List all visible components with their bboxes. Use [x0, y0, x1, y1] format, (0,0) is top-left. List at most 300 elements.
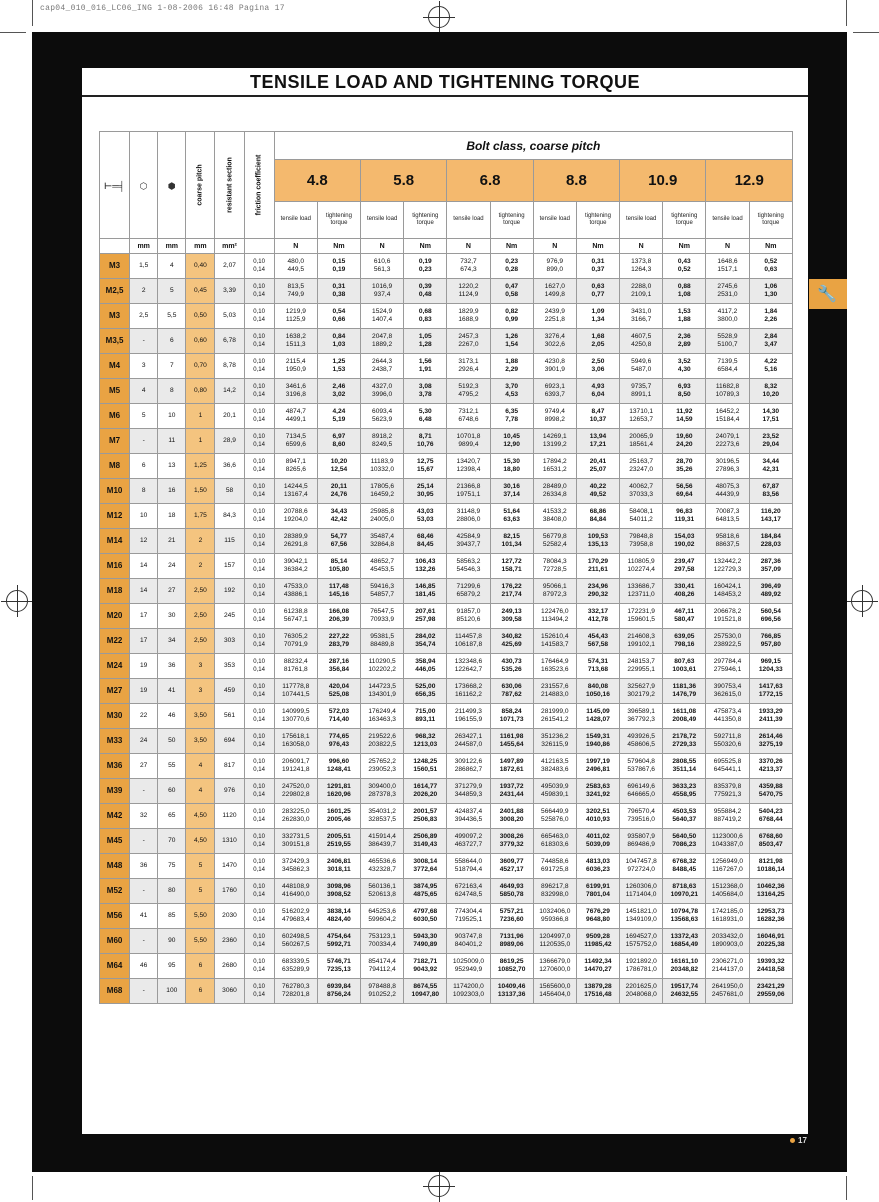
torque-cell: 1,06 1,30: [749, 279, 792, 304]
load-cell: 448108,9 416490,0: [274, 879, 317, 904]
tensile-load-header: tensile load: [533, 201, 576, 238]
head-size-cell: 6: [158, 329, 186, 354]
torque-cell: 0,82 0,99: [490, 304, 533, 329]
load-cell: 176249,4 163463,3: [361, 704, 404, 729]
torque-cell: 106,43 132,26: [404, 554, 447, 579]
bolt-size-cell: M4: [100, 354, 130, 379]
friction-cell: 0,10 0,14: [244, 704, 274, 729]
load-cell: 95066,1 87972,3: [533, 579, 576, 604]
load-cell: 206091,7 191241,8: [274, 754, 317, 779]
page-number-text: 17: [798, 1136, 807, 1145]
torque-cell: 43,03 53,03: [404, 504, 447, 529]
head-size-cell: 60: [158, 779, 186, 804]
pitch-cell: 1: [186, 404, 215, 429]
load-cell: 114457,8 106187,8: [447, 629, 490, 654]
load-cell: 122476,0 113494,2: [533, 604, 576, 629]
table-row: [100, 479, 793, 504]
section-cell: 459: [215, 679, 244, 704]
pitch-cell: 1,25: [186, 454, 215, 479]
table-row: [100, 279, 793, 304]
load-cell: 796570,4 739516,0: [620, 804, 663, 829]
torque-cell: 8619,25 10852,70: [490, 954, 533, 979]
load-cell: 257652,2 239052,3: [361, 754, 404, 779]
head-size-cell: 90: [158, 929, 186, 954]
load-cell: 372429,3 345862,3: [274, 854, 317, 879]
pitch-cell: 6: [186, 979, 215, 1004]
load-cell: 2047,8 1889,2: [361, 329, 404, 354]
load-cell: 1638,2 1511,3: [274, 329, 317, 354]
head-size-cell: 13: [158, 454, 186, 479]
load-cell: 3173,1 2926,4: [447, 354, 490, 379]
crop-mark: [846, 1176, 847, 1200]
torque-cell: 116,20 143,17: [749, 504, 792, 529]
load-cell: 683339,5 635289,9: [274, 954, 317, 979]
section-cell: 36,6: [215, 454, 244, 479]
bolt-size-cell: M27: [100, 679, 130, 704]
load-cell: 11183,9 10332,0: [361, 454, 404, 479]
torque-cell: 3,52 4,30: [663, 354, 706, 379]
torque-cell: 639,05 798,16: [663, 629, 706, 654]
bolt-size-cell: M22: [100, 629, 130, 654]
torque-cell: 420,04 525,08: [317, 679, 360, 704]
load-cell: 160424,1 148453,2: [706, 579, 749, 604]
crop-mark: [32, 0, 33, 26]
load-cell: 5192,3 4795,2: [447, 379, 490, 404]
load-cell: 48075,3 44439,9: [706, 479, 749, 504]
load-cell: 91857,0 85120,6: [447, 604, 490, 629]
torque-cell: 1937,72 2431,44: [490, 779, 533, 804]
unit-cell: Nm: [576, 239, 619, 254]
torque-cell: 4011,02 5039,09: [576, 829, 619, 854]
torque-cell: 1417,63 1772,15: [749, 679, 792, 704]
table-row: [100, 579, 793, 604]
torque-cell: 4359,88 5470,75: [749, 779, 792, 804]
torque-cell: 3609,77 4527,17: [490, 854, 533, 879]
head-size-cell: 7: [158, 354, 186, 379]
load-cell: 3431,0 3166,7: [620, 304, 663, 329]
load-cell: 25163,7 23247,0: [620, 454, 663, 479]
torque-cell: 840,08 1050,16: [576, 679, 619, 704]
bolt-size-cell: M14: [100, 529, 130, 554]
load-cell: 71299,6 65879,2: [447, 579, 490, 604]
table-row: [100, 904, 793, 929]
key-size-cell: 3: [130, 354, 158, 379]
load-cell: 4607,5 4250,8: [620, 329, 663, 354]
load-cell: 40062,7 37033,3: [620, 479, 663, 504]
torque-cell: 467,11 580,47: [663, 604, 706, 629]
section-cell: 58: [215, 479, 244, 504]
head-size-cell: 16: [158, 479, 186, 504]
torque-cell: 3874,95 4875,65: [404, 879, 447, 904]
key-size-cell: 27: [130, 754, 158, 779]
torque-cell: 2406,81 3018,11: [317, 854, 360, 879]
pitch-cell: 0,70: [186, 354, 215, 379]
torque-cell: 12,75 15,67: [404, 454, 447, 479]
torque-cell: 2506,89 3149,43: [404, 829, 447, 854]
torque-cell: 23,52 29,04: [749, 429, 792, 454]
friction-cell: 0,10 0,14: [244, 854, 274, 879]
load-cell: 1829,9 1688,9: [447, 304, 490, 329]
torque-cell: 6,35 7,78: [490, 404, 533, 429]
load-cell: 132442,2 122729,3: [706, 554, 749, 579]
load-cell: 753123,1 700334,4: [361, 929, 404, 954]
friction-cell: 0,10 0,14: [244, 529, 274, 554]
load-cell: 283225,0 262830,0: [274, 804, 317, 829]
load-cell: 672163,4 624748,5: [447, 879, 490, 904]
friction-cell: 0,10 0,14: [244, 554, 274, 579]
load-cell: 3461,6 3196,8: [274, 379, 317, 404]
load-cell: 309400,0 287378,3: [361, 779, 404, 804]
friction-cell: 0,10 0,14: [244, 904, 274, 929]
load-cell: 499097,2 463727,7: [447, 829, 490, 854]
load-cell: 24079,1 22273,6: [706, 429, 749, 454]
head-size-cell: 30: [158, 604, 186, 629]
friction-cell: 0,10 0,14: [244, 329, 274, 354]
torque-cell: 287,16 356,84: [317, 654, 360, 679]
key-size-cell: -: [130, 429, 158, 454]
torque-cell: 16046,91 20225,38: [749, 929, 792, 954]
table-row: [100, 329, 793, 354]
load-cell: 173668,2 161162,2: [447, 679, 490, 704]
torque-cell: 10,20 12,54: [317, 454, 360, 479]
torque-cell: 6,93 8,50: [663, 379, 706, 404]
load-cell: 412163,5 382483,6: [533, 754, 576, 779]
load-cell: 30196,5 27896,3: [706, 454, 749, 479]
bullet-icon: [790, 1138, 795, 1143]
load-cell: 172231,9 159601,5: [620, 604, 663, 629]
load-cell: 610,6 561,3: [361, 254, 404, 279]
bolt-size-cell: M64: [100, 954, 130, 979]
load-cell: 1373,8 1264,3: [620, 254, 663, 279]
load-cell: 854174,4 794112,4: [361, 954, 404, 979]
head-size-cell: 75: [158, 854, 186, 879]
head-size-cell: 65: [158, 804, 186, 829]
torque-cell: 85,14 105,80: [317, 554, 360, 579]
key-size-cell: 2,5: [130, 304, 158, 329]
bolt-size-cell: M39: [100, 779, 130, 804]
table-row: [100, 879, 793, 904]
load-cell: 2439,9 2251,8: [533, 304, 576, 329]
load-cell: 95818,6 88637,5: [706, 529, 749, 554]
registration-mark-icon: [428, 1175, 450, 1197]
torque-cell: 1291,81 1620,96: [317, 779, 360, 804]
torque-cell: 68,46 84,45: [404, 529, 447, 554]
torque-cell: 34,44 42,31: [749, 454, 792, 479]
table-row: [100, 454, 793, 479]
load-cell: 281999,0 261541,2: [533, 704, 576, 729]
bolt-size-cell: M3,5: [100, 329, 130, 354]
torque-cell: 0,47 0,58: [490, 279, 533, 304]
pitch-cell: 4,50: [186, 804, 215, 829]
load-cell: 2745,6 2531,0: [706, 279, 749, 304]
load-cell: 1256949,0 1167267,0: [706, 854, 749, 879]
load-cell: 1204997,0 1120535,0: [533, 929, 576, 954]
torque-cell: 40,22 49,52: [576, 479, 619, 504]
torque-cell: 7131,96 8989,06: [490, 929, 533, 954]
table-row: [100, 854, 793, 879]
table-row: [100, 704, 793, 729]
friction-cell: 0,10 0,14: [244, 929, 274, 954]
section-cell: 84,3: [215, 504, 244, 529]
friction-cell: 0,10 0,14: [244, 879, 274, 904]
friction-cell: 0,10 0,14: [244, 454, 274, 479]
unit-cell: Nm: [663, 239, 706, 254]
section-cell: 1760: [215, 879, 244, 904]
torque-cell: 1601,25 2005,46: [317, 804, 360, 829]
unit-cell: Nm: [490, 239, 533, 254]
load-cell: 493926,5 458606,5: [620, 729, 663, 754]
torque-cell: 0,84 1,03: [317, 329, 360, 354]
class-header: 12.9: [706, 160, 793, 202]
torque-cell: 249,13 309,58: [490, 604, 533, 629]
torque-cell: 13,94 17,21: [576, 429, 619, 454]
bolt-class-header: Bolt class, coarse pitch: [274, 132, 792, 160]
load-cell: 325627,9 302179,2: [620, 679, 663, 704]
torque-cell: 5943,30 7490,89: [404, 929, 447, 954]
load-cell: 762780,3 728201,8: [274, 979, 317, 1004]
load-cell: 2641950,0 2457681,0: [706, 979, 749, 1004]
friction-coefficient-label: friction coefficient: [255, 154, 263, 216]
section-cell: 2680: [215, 954, 244, 979]
torque-cell: 10409,46 13137,36: [490, 979, 533, 1004]
torque-cell: 5757,21 7236,60: [490, 904, 533, 929]
load-cell: 9735,7 8991,1: [620, 379, 663, 404]
bolt-size-cell: M16: [100, 554, 130, 579]
section-cell: 192: [215, 579, 244, 604]
crop-mark: [853, 32, 879, 33]
bolt-size-header: [100, 132, 130, 239]
torque-cell: 2178,72 2729,33: [663, 729, 706, 754]
torque-cell: 5,30 6,48: [404, 404, 447, 429]
torque-cell: 1,26 1,54: [490, 329, 533, 354]
load-cell: 4117,2 3800,0: [706, 304, 749, 329]
torque-cell: 1549,31 1940,86: [576, 729, 619, 754]
bolt-size-cell: M8: [100, 454, 130, 479]
torque-cell: 766,85 957,80: [749, 629, 792, 654]
load-cell: 248153,7 229955,1: [620, 654, 663, 679]
unit-cell: [244, 239, 274, 254]
torque-cell: 0,63 0,77: [576, 279, 619, 304]
head-size-cell: 10: [158, 404, 186, 429]
torque-cell: 0,54 0,66: [317, 304, 360, 329]
tensile-load-header: tensile load: [274, 201, 317, 238]
page-number: [790, 1136, 807, 1145]
load-cell: 144723,5 134301,9: [361, 679, 404, 704]
hex-key-icon: ⬡: [139, 181, 148, 191]
tightening-torque-header: tightening torque: [404, 201, 447, 238]
key-size-cell: 14: [130, 579, 158, 604]
bolt-size-cell: M2,5: [100, 279, 130, 304]
section-cell: 1120: [215, 804, 244, 829]
friction-cell: 0,10 0,14: [244, 954, 274, 979]
friction-cell: 0,10 0,14: [244, 804, 274, 829]
table-row: [100, 954, 793, 979]
head-size-cell: 85: [158, 904, 186, 929]
section-cell: 2,07: [215, 254, 244, 279]
tensile-load-header: tensile load: [620, 201, 663, 238]
pitch-cell: 3: [186, 654, 215, 679]
torque-cell: 1,84 2,26: [749, 304, 792, 329]
torque-cell: 774,65 976,43: [317, 729, 360, 754]
torque-cell: 0,88 1,08: [663, 279, 706, 304]
torque-cell: 5640,50 7086,23: [663, 829, 706, 854]
torque-cell: 28,70 35,26: [663, 454, 706, 479]
torque-cell: 1,09 1,34: [576, 304, 619, 329]
torque-cell: 1248,25 1560,51: [404, 754, 447, 779]
load-cell: 95381,5 88489,8: [361, 629, 404, 654]
torque-cell: 2808,55 3511,14: [663, 754, 706, 779]
head-size-cell: 36: [158, 654, 186, 679]
table-row: [100, 404, 793, 429]
load-cell: 78084,3 72728,5: [533, 554, 576, 579]
torque-cell: 4,22 5,16: [749, 354, 792, 379]
tensile-load-header: tensile load: [361, 201, 404, 238]
torque-cell: 11,92 14,59: [663, 404, 706, 429]
friction-cell: 0,10 0,14: [244, 504, 274, 529]
hex-head-header: [158, 132, 186, 239]
bolt-size-cell: M10: [100, 479, 130, 504]
bolt-size-cell: M52: [100, 879, 130, 904]
page-title: TENSILE LOAD AND TIGHTENING TORQUE: [82, 69, 808, 97]
torque-cell: 8,47 10,37: [576, 404, 619, 429]
load-cell: 475873,4 441350,8: [706, 704, 749, 729]
key-size-cell: 46: [130, 954, 158, 979]
torque-cell: 6768,60 8503,47: [749, 829, 792, 854]
torque-cell: 34,43 42,42: [317, 504, 360, 529]
pitch-cell: 2: [186, 529, 215, 554]
torque-cell: 1614,77 2026,20: [404, 779, 447, 804]
torque-cell: 8718,63 10970,21: [663, 879, 706, 904]
torque-cell: 6768,32 8488,45: [663, 854, 706, 879]
key-size-cell: 19: [130, 679, 158, 704]
pitch-cell: 4,50: [186, 829, 215, 854]
torque-cell: 0,43 0,52: [663, 254, 706, 279]
torque-cell: 0,15 0,19: [317, 254, 360, 279]
load-cell: 1694527,0 1575752,0: [620, 929, 663, 954]
torque-cell: 2001,57 2506,83: [404, 804, 447, 829]
tightening-torque-header: tightening torque: [576, 201, 619, 238]
torque-cell: 10,45 12,90: [490, 429, 533, 454]
load-cell: 20065,9 18561,4: [620, 429, 663, 454]
load-cell: 13420,7 12398,4: [447, 454, 490, 479]
chapter-tab: [809, 279, 847, 309]
table-row: [100, 779, 793, 804]
torque-cell: 2,84 3,47: [749, 329, 792, 354]
unit-cell: mm: [186, 239, 215, 254]
load-cell: 480,0 449,5: [274, 254, 317, 279]
unit-cell: N: [533, 239, 576, 254]
load-cell: 390753,4 362615,0: [706, 679, 749, 704]
torque-cell: 1,68 2,05: [576, 329, 619, 354]
load-cell: 117778,8 107441,5: [274, 679, 317, 704]
load-cell: 424837,4 394436,5: [447, 804, 490, 829]
friction-cell: 0,10 0,14: [244, 979, 274, 1004]
torque-cell: 109,53 135,13: [576, 529, 619, 554]
key-size-cell: 22: [130, 704, 158, 729]
torque-cell: 4797,68 6030,50: [404, 904, 447, 929]
load-cell: 696149,6 646665,0: [620, 779, 663, 804]
key-size-cell: 36: [130, 854, 158, 879]
friction-cell: 0,10 0,14: [244, 679, 274, 704]
table-row: [100, 629, 793, 654]
crop-mark: [0, 32, 26, 33]
load-cell: 1174200,0 1092303,0: [447, 979, 490, 1004]
friction-cell: 0,10 0,14: [244, 754, 274, 779]
torque-cell: 1181,36 1476,79: [663, 679, 706, 704]
torque-cell: 207,61 257,98: [404, 604, 447, 629]
torque-cell: 234,96 290,32: [576, 579, 619, 604]
torque-cell: 23421,29 29559,06: [749, 979, 792, 1004]
torque-cell: 11492,34 14470,27: [576, 954, 619, 979]
table-row: [100, 679, 793, 704]
torque-cell: 3,70 4,53: [490, 379, 533, 404]
key-size-cell: 6: [130, 454, 158, 479]
pitch-cell: 3,50: [186, 704, 215, 729]
pitch-cell: 2,50: [186, 604, 215, 629]
torque-cell: 14,30 17,51: [749, 404, 792, 429]
torque-cell: 0,31 0,37: [576, 254, 619, 279]
key-size-cell: 5: [130, 404, 158, 429]
section-cell: 1310: [215, 829, 244, 854]
coarse-pitch-label: coarse pitch: [196, 164, 204, 206]
load-cell: 231557,6 214883,0: [533, 679, 576, 704]
pitch-cell: 0,45: [186, 279, 215, 304]
load-cell: 602498,5 560267,5: [274, 929, 317, 954]
load-cell: 5528,9 5100,7: [706, 329, 749, 354]
load-cell: 1220,2 1124,9: [447, 279, 490, 304]
load-cell: 495039,9 459839,1: [533, 779, 576, 804]
load-cell: 4230,8 3901,9: [533, 354, 576, 379]
torque-cell: 96,83 119,31: [663, 504, 706, 529]
torque-cell: 51,64 63,63: [490, 504, 533, 529]
section-cell: 303: [215, 629, 244, 654]
torque-cell: 6199,91 7801,04: [576, 879, 619, 904]
head-size-cell: 41: [158, 679, 186, 704]
torque-cell: 5404,23 6768,44: [749, 804, 792, 829]
bolt-size-cell: M36: [100, 754, 130, 779]
torque-cell: 9509,28 11985,42: [576, 929, 619, 954]
key-size-cell: 1,5: [130, 254, 158, 279]
key-size-cell: 4: [130, 379, 158, 404]
pitch-cell: 5: [186, 879, 215, 904]
load-cell: 732,7 674,3: [447, 254, 490, 279]
torque-cell: 4503,53 5640,37: [663, 804, 706, 829]
torque-cell: 330,41 408,26: [663, 579, 706, 604]
load-cell: 257530,0 238922,5: [706, 629, 749, 654]
load-cell: 896217,8 832998,0: [533, 879, 576, 904]
torque-cell: 1161,98 1455,64: [490, 729, 533, 754]
torque-cell: 8,32 10,20: [749, 379, 792, 404]
load-cell: 59416,3 54857,7: [361, 579, 404, 604]
load-cell: 558644,0 518794,4: [447, 854, 490, 879]
load-cell: 211499,3 196155,9: [447, 704, 490, 729]
load-cell: 396589,1 367792,3: [620, 704, 663, 729]
crop-mark: [32, 1176, 33, 1200]
torque-cell: 332,17 412,78: [576, 604, 619, 629]
torque-cell: 3633,23 4558,95: [663, 779, 706, 804]
bolt-size-cell: M56: [100, 904, 130, 929]
unit-cell: [100, 239, 130, 254]
friction-cell: 0,10 0,14: [244, 604, 274, 629]
load-cell: 70087,3 64813,5: [706, 504, 749, 529]
load-cell: 76547,5 70933,9: [361, 604, 404, 629]
section-cell: 2360: [215, 929, 244, 954]
bolt-size-cell: M20: [100, 604, 130, 629]
key-size-cell: -: [130, 829, 158, 854]
load-cell: 1025009,0 952949,9: [447, 954, 490, 979]
print-header: cap04_010_016_LC06_ING 1-08-2006 16:48 Pagina 17: [40, 4, 285, 13]
load-cell: 309122,6 286862,7: [447, 754, 490, 779]
